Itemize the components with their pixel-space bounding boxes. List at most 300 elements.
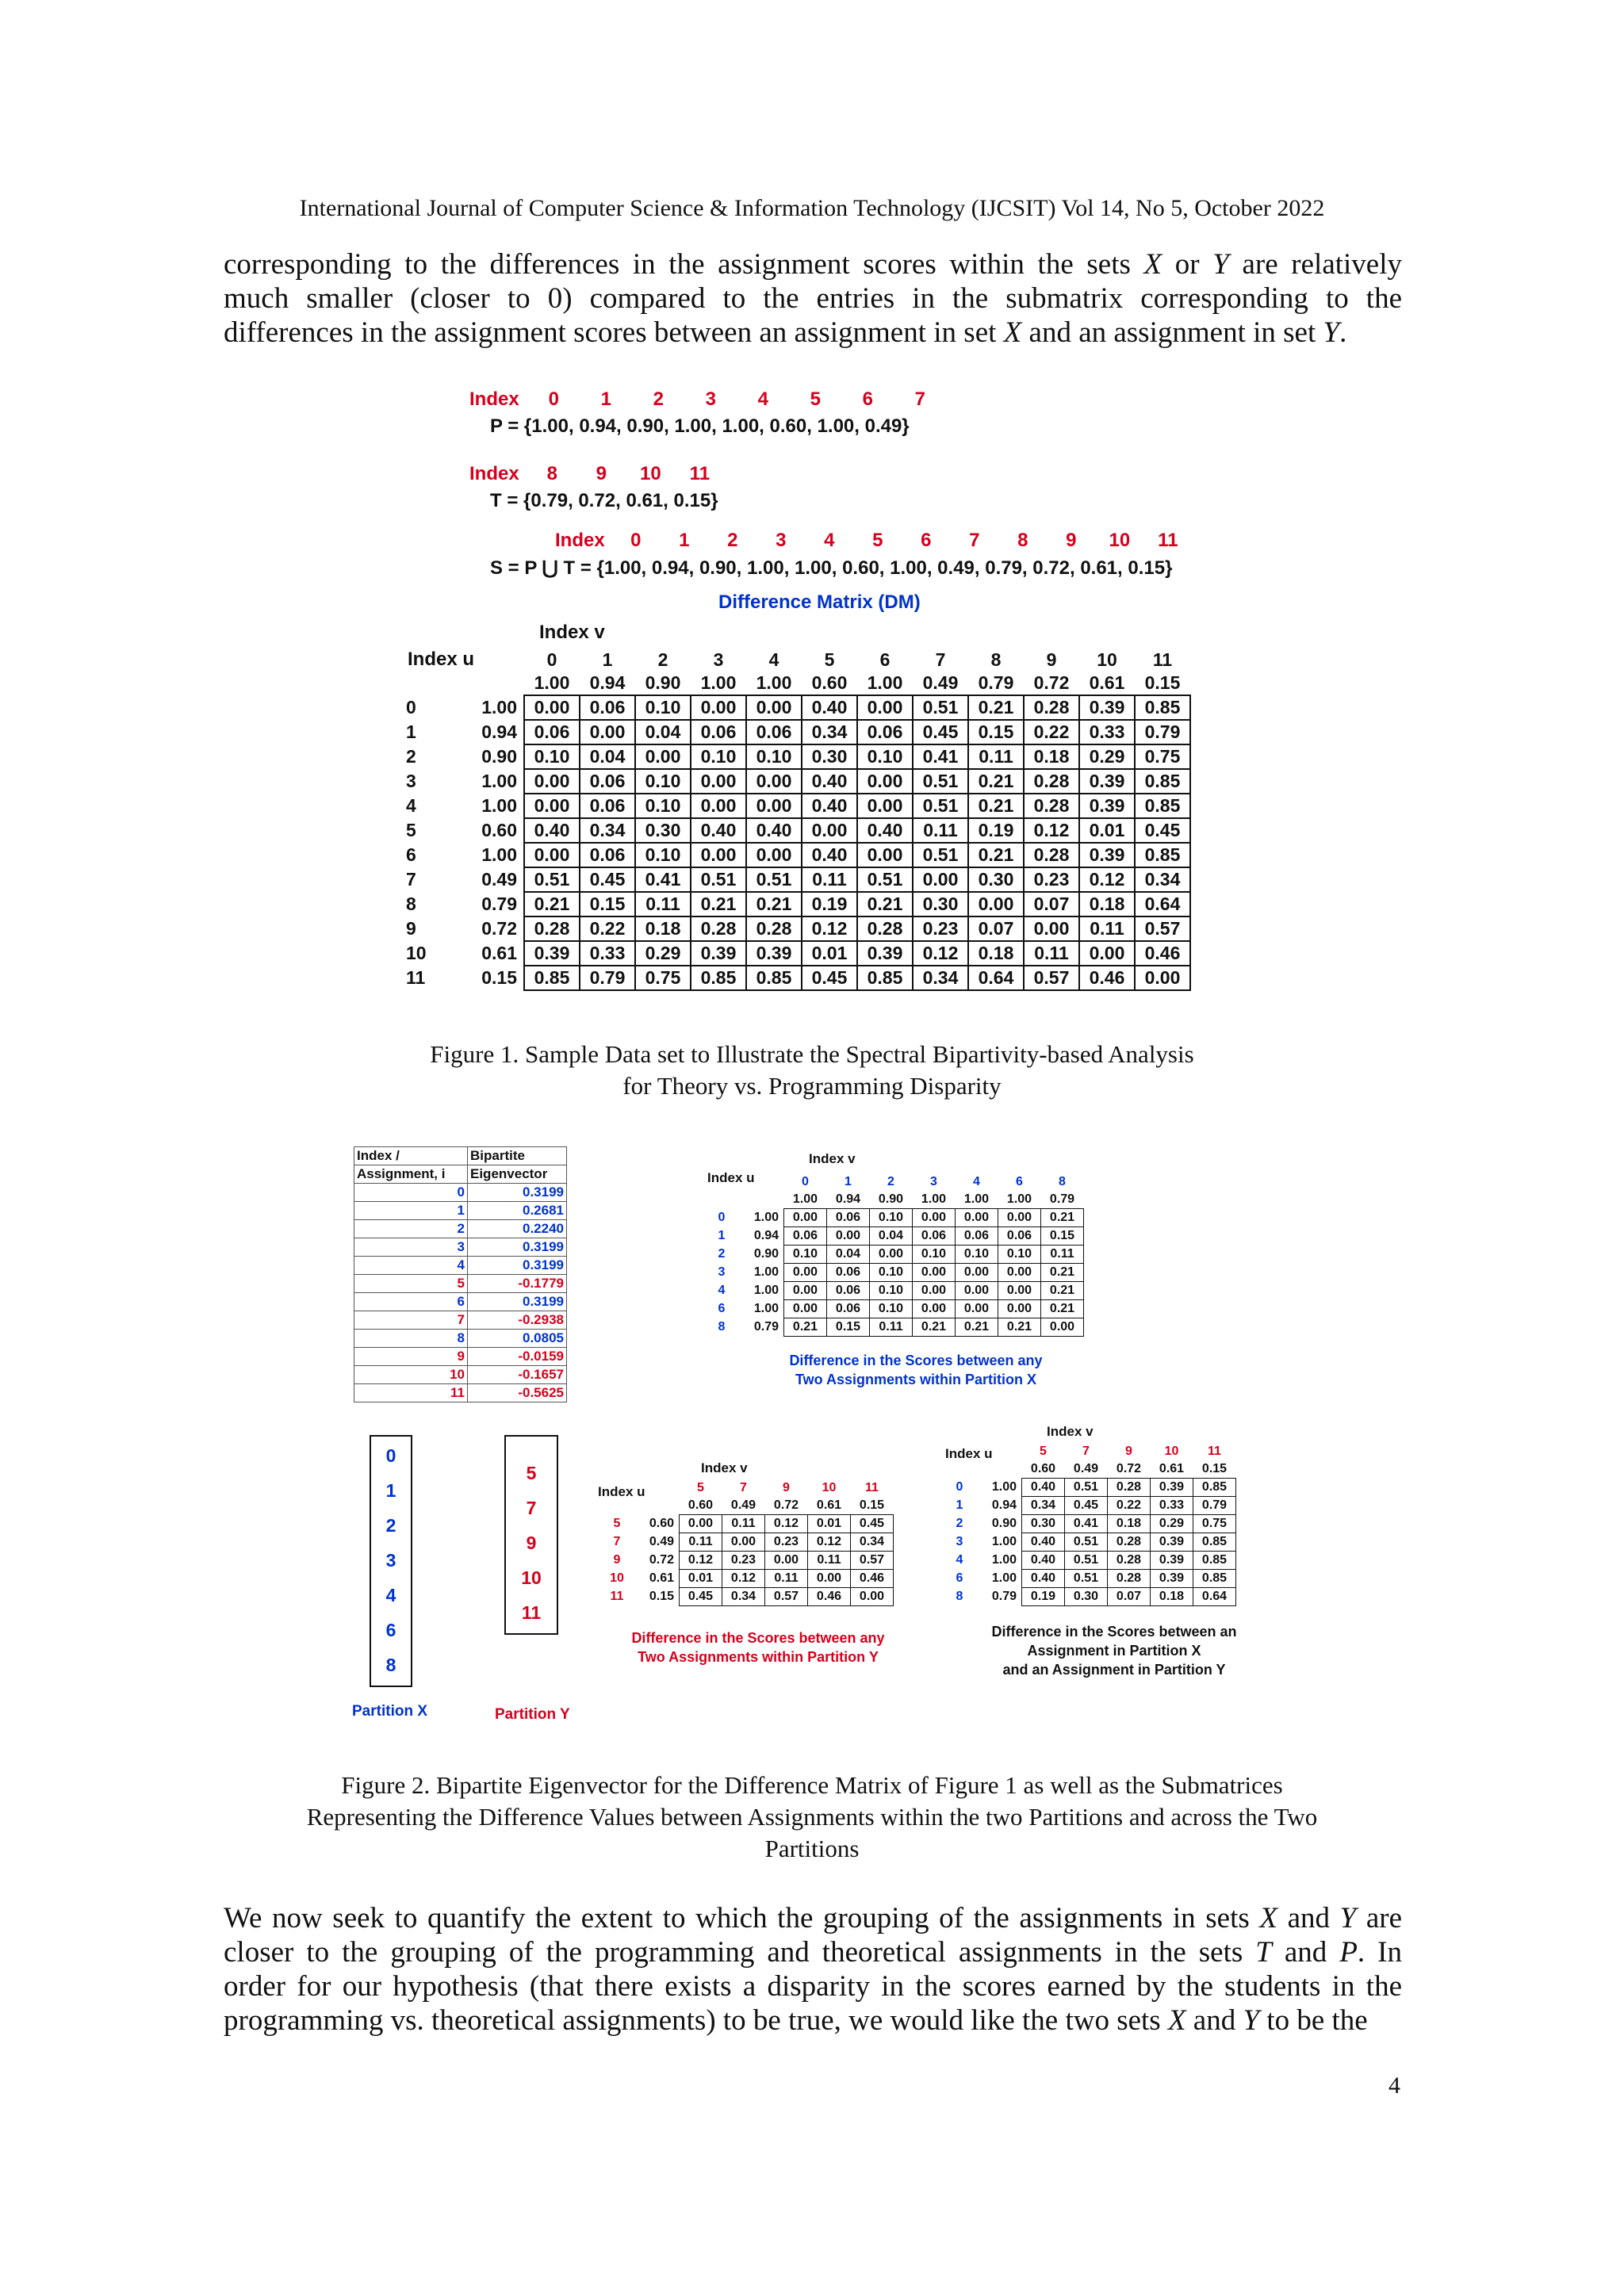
- dm-cell: 0.85: [857, 966, 913, 990]
- partition-y-label: Partition Y: [495, 1706, 570, 1723]
- dm-cell: 0.00: [746, 794, 802, 818]
- sub-cell: 0.11: [722, 1515, 765, 1533]
- dm-cell: 0.12: [913, 941, 968, 966]
- corner: [599, 1497, 634, 1515]
- dm-cell: 0.00: [857, 794, 913, 818]
- dm-cell: 0.51: [691, 867, 746, 892]
- sub-col-index-row: [942, 1443, 1236, 1460]
- sub-row-value: 1.00: [991, 1535, 1017, 1548]
- sub-cell: 0.11: [680, 1533, 722, 1552]
- corner: [634, 1479, 680, 1497]
- sub-cell: 0.23: [722, 1552, 765, 1570]
- dm-cell: 0.00: [857, 695, 913, 720]
- partition-item: 6: [385, 1620, 396, 1640]
- sub-cell: 0.06: [827, 1264, 870, 1282]
- sub-cell: 0.04: [870, 1227, 913, 1246]
- figure-1: [396, 384, 1269, 1010]
- sub-row: [704, 1300, 1084, 1318]
- dm-cell: 0.21: [968, 769, 1024, 794]
- caption-line: for Theory vs. Programming Disparity: [622, 1072, 1002, 1100]
- dm-cell: 0.10: [857, 744, 913, 769]
- p-indices: [524, 388, 946, 410]
- sub-col-value: 0.90: [878, 1192, 904, 1206]
- dm-cell: 0.06: [691, 720, 746, 744]
- dm-cell: 0.01: [1079, 818, 1135, 843]
- sub-row: [599, 1533, 894, 1552]
- dm-cell: 0.06: [857, 720, 913, 744]
- sub-col-index: 10: [822, 1481, 837, 1494]
- eig-row: [354, 1220, 567, 1238]
- yy-index-u-label: Index u: [598, 1484, 645, 1499]
- index-number: 1: [600, 388, 612, 410]
- sub-row-value: 0.60: [649, 1517, 674, 1530]
- eig-value: 0.3199: [468, 1293, 567, 1311]
- sub-cell: 0.00: [956, 1209, 998, 1227]
- dm-cell: 0.22: [1024, 720, 1079, 744]
- dm-cell: 0.45: [802, 966, 857, 990]
- sub-row-value: 0.49: [649, 1535, 674, 1548]
- eig-index: 1: [354, 1202, 468, 1220]
- sub-cell: 0.00: [851, 1588, 894, 1606]
- page-number: 4: [1388, 2072, 1400, 2099]
- sub-col-index: 6: [1016, 1175, 1023, 1188]
- dm-cell: 0.00: [802, 818, 857, 843]
- sub-cell: 0.06: [956, 1227, 998, 1246]
- eig-row: [354, 1275, 567, 1293]
- sub-col-index: 3: [930, 1175, 937, 1188]
- index-number: 2: [653, 388, 665, 410]
- dm-cell: 0.10: [746, 744, 802, 769]
- eig-row: [354, 1330, 567, 1348]
- sub-cell: 0.41: [1065, 1515, 1108, 1533]
- eig-value: -0.1779: [468, 1275, 567, 1293]
- dm-cell: 0.01: [802, 941, 857, 966]
- dm-cell: 0.00: [913, 867, 968, 892]
- dm-cell: 0.11: [913, 818, 968, 843]
- t-set: T = {0.79, 0.72, 0.61, 0.15}: [490, 490, 718, 511]
- sub-cell: 0.40: [1022, 1552, 1065, 1570]
- dm-cell: 0.06: [580, 695, 635, 720]
- dm-cell: 0.00: [524, 843, 580, 867]
- dm-cell: 0.15: [968, 720, 1024, 744]
- dm-cell: 0.04: [580, 744, 635, 769]
- sub-cell: 0.40: [1022, 1533, 1065, 1552]
- dm-cell: 0.06: [580, 794, 635, 818]
- dm-cell: 0.21: [968, 695, 1024, 720]
- dm-cell: 0.28: [1024, 695, 1079, 720]
- dm-cell: 0.10: [635, 769, 691, 794]
- t-indices: [524, 463, 724, 484]
- sub-cell: 0.10: [870, 1264, 913, 1282]
- eig-row: [354, 1348, 567, 1366]
- dm-title: Difference Matrix (DM): [718, 591, 921, 613]
- sub-row: [942, 1570, 1236, 1588]
- dm-row-index: 2: [406, 746, 416, 767]
- sub-cell: 0.11: [808, 1552, 851, 1570]
- sub-cell: 0.21: [998, 1318, 1041, 1337]
- dm-row-index: 9: [406, 918, 416, 939]
- index-number: 4: [757, 388, 769, 410]
- dm-cell: 0.79: [1135, 720, 1190, 744]
- sub-col-index: 9: [1125, 1445, 1132, 1458]
- sub-col-index: 1: [845, 1175, 852, 1188]
- sub-cell: 0.23: [765, 1533, 808, 1552]
- dm-row-value: 0.72: [481, 918, 517, 939]
- dm-cell: 0.04: [635, 720, 691, 744]
- sub-cell: 0.21: [1041, 1209, 1084, 1227]
- t-index-row: [469, 463, 724, 485]
- dm-col-index: 1: [602, 649, 613, 670]
- sub-col-value: 1.00: [1006, 1192, 1032, 1206]
- dm-cell: 0.00: [691, 769, 746, 794]
- dm-col-index: 6: [879, 649, 891, 670]
- sub-cell: 0.00: [784, 1282, 827, 1300]
- sub-caption-line: Difference in the Scores between any: [789, 1353, 1043, 1368]
- dm-cell: 0.00: [746, 769, 802, 794]
- dm-row: [398, 720, 1190, 744]
- sub-cell: 0.11: [765, 1570, 808, 1588]
- sub-cell: 0.07: [1108, 1588, 1151, 1606]
- sub-cell: 0.00: [784, 1209, 827, 1227]
- dm-row-value: 0.94: [481, 721, 517, 742]
- dm-row-index: 6: [406, 844, 416, 865]
- partition-item: 9: [526, 1533, 537, 1553]
- sub-cell: 0.11: [870, 1318, 913, 1337]
- dm-cell: 0.30: [802, 744, 857, 769]
- dm-cell: 0.10: [635, 843, 691, 867]
- dm-cell: 0.11: [968, 744, 1024, 769]
- dm-cell: 0.85: [691, 966, 746, 990]
- dm-cell: 0.40: [746, 818, 802, 843]
- sub-row-value: 1.00: [991, 1571, 1017, 1585]
- sub-cell: 0.64: [1193, 1588, 1236, 1606]
- eig-header-eigenvector: Eigenvector: [468, 1165, 567, 1184]
- sub-cell: 0.00: [956, 1300, 998, 1318]
- dm-cell: 0.29: [635, 941, 691, 966]
- partition-item: 10: [521, 1567, 542, 1588]
- dm-cell: 0.00: [691, 695, 746, 720]
- dm-cell: 0.41: [913, 744, 968, 769]
- eig-row: [354, 1184, 567, 1202]
- dm-cell: 0.00: [857, 843, 913, 867]
- sub-row-index: 5: [613, 1517, 621, 1530]
- sub-cell: 0.10: [913, 1246, 956, 1264]
- dm-cell: 0.18: [1079, 892, 1135, 916]
- dm-cell: 0.39: [1079, 794, 1135, 818]
- dm-col-value: 0.49: [922, 672, 959, 693]
- sub-cell: 0.21: [1041, 1282, 1084, 1300]
- sub-row-index: 7: [613, 1535, 621, 1548]
- sub-col-index: 11: [1208, 1445, 1221, 1458]
- sub-cell: 0.85: [1193, 1552, 1236, 1570]
- sub-cell: 0.34: [1022, 1497, 1065, 1515]
- sub-cell: 0.06: [827, 1209, 870, 1227]
- dm-cell: 0.79: [580, 966, 635, 990]
- sub-col-index: 7: [740, 1481, 747, 1494]
- dm-col-index: 2: [657, 649, 668, 670]
- dm-row-index: 7: [406, 869, 416, 890]
- sub-row: [942, 1533, 1236, 1552]
- partition-x-box: [370, 1435, 412, 1687]
- sub-cell: 0.39: [1151, 1552, 1193, 1570]
- dm-cell: 0.28: [746, 916, 802, 941]
- eig-value: -0.0159: [468, 1348, 567, 1366]
- sub-col-index: 11: [865, 1481, 879, 1494]
- sub-cell: 0.51: [1065, 1570, 1108, 1588]
- sub-cell: 0.06: [998, 1227, 1041, 1246]
- eig-value: -0.5625: [468, 1384, 567, 1402]
- dm-cell: 0.39: [746, 941, 802, 966]
- dm-col-index: 11: [1152, 649, 1173, 670]
- dm-cell: 0.57: [1135, 916, 1190, 941]
- dm-cell: 0.00: [746, 695, 802, 720]
- sub-cell: 0.30: [1022, 1515, 1065, 1533]
- sub-cell: 0.28: [1108, 1552, 1151, 1570]
- sub-row: [704, 1282, 1084, 1300]
- dm-cell: 0.11: [1079, 916, 1135, 941]
- sub-cell: 0.85: [1193, 1533, 1236, 1552]
- index-number: 10: [640, 463, 661, 484]
- cross-partition-submatrix: [942, 1443, 1236, 1606]
- dm-cell: 0.40: [802, 843, 857, 867]
- dm-row-index: 4: [406, 795, 416, 816]
- text-line: programming vs. theoretical assignments) to be true, we would like the two sets X and Y to be the: [224, 2004, 1368, 2037]
- index-number: 7: [969, 530, 980, 551]
- dm-row-index: 8: [406, 894, 416, 914]
- dm-cell: 0.00: [691, 794, 746, 818]
- dm-cell: 0.51: [524, 867, 580, 892]
- dm-cell: 0.40: [802, 794, 857, 818]
- sub-cell: 0.46: [808, 1588, 851, 1606]
- sub-cell: 0.00: [998, 1300, 1041, 1318]
- sub-cell: 0.39: [1151, 1533, 1193, 1552]
- sub-col-value: 0.79: [1049, 1192, 1075, 1206]
- text-line: much smaller (closer to 0) compared to the entries in the submatrix corresponding to the: [224, 282, 1402, 315]
- dm-row: [398, 769, 1190, 794]
- corner: [977, 1443, 1022, 1460]
- dm-col-index: 0: [546, 649, 557, 670]
- dm-cell: 0.40: [857, 818, 913, 843]
- text-line: corresponding to the differences in the assignment scores within the sets X or Y are relatively: [224, 248, 1402, 281]
- index-number: 1: [679, 530, 690, 551]
- index-number: 9: [596, 463, 607, 484]
- index-number: 7: [914, 388, 926, 410]
- sub-row-value: 0.72: [649, 1553, 674, 1567]
- sub-cell: 0.15: [827, 1318, 870, 1337]
- sub-col-index: 0: [802, 1175, 809, 1188]
- index-number: 11: [1158, 530, 1178, 551]
- dm-col-value: 0.94: [589, 672, 626, 693]
- sub-cell: 0.57: [851, 1552, 894, 1570]
- eig-value: 0.0805: [468, 1330, 567, 1348]
- dm-col-value: 0.61: [1089, 672, 1125, 693]
- dm-cell: 0.46: [1079, 966, 1135, 990]
- dm-row: [398, 867, 1190, 892]
- dm-cell: 0.06: [580, 769, 635, 794]
- dm-cell: 0.39: [1079, 769, 1135, 794]
- s-set: S = P ⋃ T = {1.00, 0.94, 0.90, 1.00, 1.00, 0.60, 1.00, 0.49, 0.79, 0.72, 0.61, 0.15}: [490, 557, 1173, 579]
- sub-row: [704, 1246, 1084, 1264]
- partition-y-submatrix-caption: [607, 1628, 909, 1667]
- sub-row-value: 0.90: [753, 1247, 779, 1261]
- sub-cell: 0.28: [1108, 1570, 1151, 1588]
- dm-cell: 0.18: [968, 941, 1024, 966]
- partition-item: 4: [385, 1585, 396, 1605]
- corner: [942, 1460, 977, 1479]
- dm-row-value: 1.00: [481, 795, 517, 816]
- dm-cell: 0.06: [580, 843, 635, 867]
- sub-col-index: 5: [1040, 1445, 1047, 1458]
- sub-cell: 0.18: [1151, 1588, 1193, 1606]
- dm-cell: 0.85: [1135, 769, 1190, 794]
- dm-cell: 0.21: [691, 892, 746, 916]
- sub-cell: 0.10: [784, 1246, 827, 1264]
- sub-col-value: 1.00: [921, 1192, 947, 1206]
- dm-row-value: 0.49: [481, 869, 517, 890]
- sub-cell: 0.00: [913, 1264, 956, 1282]
- sub-row-value: 0.79: [753, 1320, 779, 1334]
- eig-value: 0.3199: [468, 1184, 567, 1202]
- index-number: 11: [689, 463, 710, 484]
- sub-cell: 0.46: [851, 1570, 894, 1588]
- sub-cell: 0.06: [784, 1227, 827, 1246]
- sub-row-index: 0: [956, 1480, 963, 1494]
- dm-col-index: 8: [990, 649, 1002, 670]
- sub-col-index: 10: [1164, 1445, 1179, 1458]
- index-number: 8: [546, 463, 558, 484]
- cross-partition-submatrix-caption: [959, 1622, 1269, 1679]
- sub-cell: 0.06: [913, 1227, 956, 1246]
- sub-cell: 0.00: [680, 1515, 722, 1533]
- dm-cell: 0.00: [968, 892, 1024, 916]
- sub-col-value: 1.00: [792, 1192, 818, 1206]
- caption-line: Figure 1. Sample Data set to Illustrate the Spectral Bipartivity-based Analysis: [430, 1040, 1194, 1068]
- index-number: 5: [810, 388, 822, 410]
- dm-cell: 0.00: [635, 744, 691, 769]
- sub-col-value: 0.60: [1030, 1462, 1056, 1475]
- sub-cell: 0.00: [870, 1246, 913, 1264]
- eig-row: [354, 1202, 567, 1220]
- index-number: 9: [1066, 530, 1077, 551]
- sub-col-index: 8: [1059, 1175, 1066, 1188]
- dm-col-value: 1.00: [700, 672, 737, 693]
- dm-cell: 0.46: [1135, 941, 1190, 966]
- dm-cell: 0.51: [913, 794, 968, 818]
- dm-col-value: 0.72: [1033, 672, 1070, 693]
- sub-row: [704, 1318, 1084, 1337]
- dm-cell: 0.18: [1024, 744, 1079, 769]
- eig-row: [354, 1366, 567, 1384]
- sub-cell: 0.00: [956, 1282, 998, 1300]
- index-number: 6: [921, 530, 932, 551]
- dm-cell: 0.00: [524, 794, 580, 818]
- index-number: 6: [862, 388, 874, 410]
- sub-cell: 0.00: [827, 1227, 870, 1246]
- sub-cell: 0.40: [1022, 1479, 1065, 1497]
- eig-index: 5: [354, 1275, 468, 1293]
- sub-col-value: 0.15: [1201, 1462, 1228, 1475]
- partition-item: 7: [526, 1498, 537, 1518]
- sub-cell: 0.00: [784, 1300, 827, 1318]
- sub-cell: 0.39: [1151, 1570, 1193, 1588]
- dm-col-index: 4: [768, 649, 779, 670]
- dm-cell: 0.11: [1024, 941, 1079, 966]
- eig-row: [354, 1257, 567, 1275]
- sub-cell: 0.33: [1151, 1497, 1193, 1515]
- dm-cell: 0.85: [1135, 843, 1190, 867]
- sub-cell: 0.51: [1065, 1533, 1108, 1552]
- s-index-row: [555, 530, 1192, 552]
- eig-index: 10: [354, 1366, 468, 1384]
- dm-col-value: 0.79: [978, 672, 1014, 693]
- sub-cell: 0.51: [1065, 1552, 1108, 1570]
- corner: [942, 1443, 977, 1460]
- index-number: 2: [727, 530, 738, 551]
- sub-cell: 0.51: [1065, 1479, 1108, 1497]
- dm-cell: 0.30: [968, 867, 1024, 892]
- sub-cell: 0.85: [1193, 1570, 1236, 1588]
- partition-x-submatrix-caption: [761, 1351, 1071, 1389]
- sub-row-value: 1.00: [753, 1302, 779, 1315]
- dm-col-value: 0.90: [645, 672, 681, 693]
- dm-cell: 0.06: [524, 720, 580, 744]
- text-line: differences in the assignment scores between an assignment in set X and an assignment in set Y.: [224, 316, 1347, 349]
- sub-row-value: 1.00: [991, 1480, 1017, 1494]
- sub-row-index: 10: [610, 1571, 624, 1585]
- caption-line: Figure 2. Bipartite Eigenvector for the Difference Matrix of Figure 1 as well as the Submatrices: [341, 1771, 1283, 1799]
- dm-row-value: 0.79: [481, 894, 517, 914]
- sub-cell: 0.11: [1041, 1246, 1084, 1264]
- text-line: order for our hypothesis (that there exists a disparity in the scores earned by the students in the: [224, 1970, 1402, 2003]
- corner: [739, 1173, 784, 1191]
- dm-col-value-row: [398, 672, 1190, 695]
- sub-cell: 0.85: [1193, 1479, 1236, 1497]
- dm-cell: 0.34: [580, 818, 635, 843]
- sub-cell: 0.00: [998, 1282, 1041, 1300]
- sub-cell: 0.18: [1108, 1515, 1151, 1533]
- partition-y-box: [504, 1435, 558, 1635]
- sub-cell: 0.40: [1022, 1570, 1065, 1588]
- sub-caption-line: Two Assignments within Partition X: [795, 1372, 1036, 1387]
- dm-row-index: 11: [406, 967, 426, 988]
- eig-value: 0.3199: [468, 1257, 567, 1275]
- dm-cell: 0.28: [1024, 769, 1079, 794]
- sub-col-value: 0.49: [730, 1498, 756, 1512]
- sub-col-value: 0.94: [835, 1192, 861, 1206]
- dm-cell: 0.64: [1135, 892, 1190, 916]
- dm-cell: 0.07: [1024, 892, 1079, 916]
- sub-cell: 0.22: [1108, 1497, 1151, 1515]
- eig-header-row: [354, 1147, 567, 1165]
- dm-row: [398, 843, 1190, 867]
- dm-row-index: 3: [406, 771, 416, 791]
- sub-cell: 0.01: [680, 1570, 722, 1588]
- partition-x-label: Partition X: [352, 1703, 428, 1720]
- sub-row-value: 1.00: [753, 1265, 779, 1279]
- sub-cell: 0.01: [808, 1515, 851, 1533]
- dm-cell: 0.28: [1024, 843, 1079, 867]
- figure-2: [349, 1142, 1277, 1736]
- sub-caption-line: Two Assignments within Partition Y: [638, 1649, 879, 1665]
- corner: [454, 672, 524, 695]
- dm-cell: 0.00: [524, 769, 580, 794]
- dm-cell: 0.07: [968, 916, 1024, 941]
- index-number: 3: [705, 388, 717, 410]
- dm-col-index: 10: [1097, 649, 1117, 670]
- figure-1-caption: [0, 1039, 1624, 1102]
- sub-col-index: 5: [697, 1481, 704, 1494]
- sub-row: [942, 1515, 1236, 1533]
